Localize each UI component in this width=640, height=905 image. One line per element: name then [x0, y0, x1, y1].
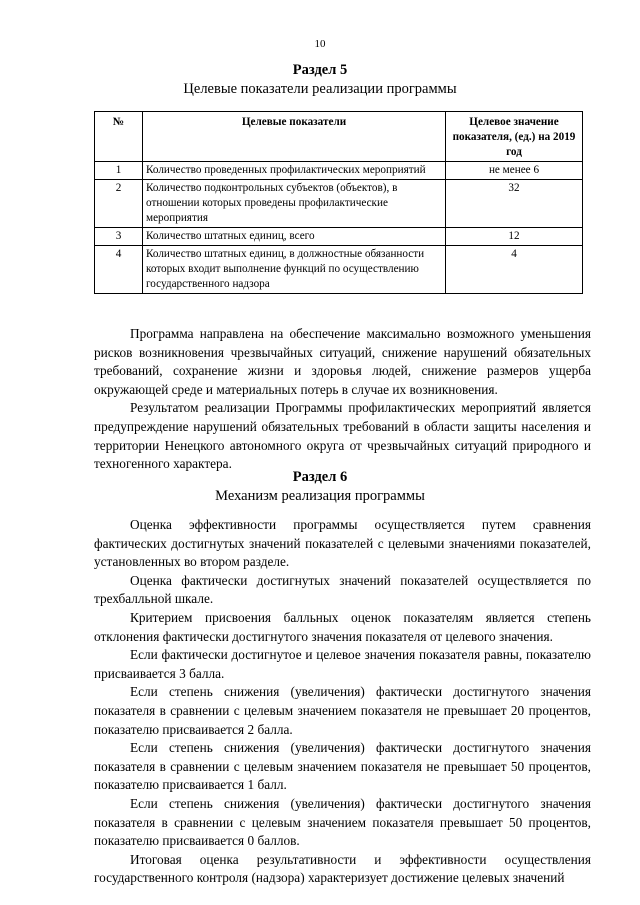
table-row: [95, 162, 583, 180]
page-number: 10: [314, 38, 326, 50]
header-target-value: Целевое значение показателя, (ед.) на 2019 год: [446, 112, 583, 162]
section-5-text: [94, 325, 591, 474]
section-6-subtitle: Механизм реализация программы: [215, 488, 425, 504]
paragraph: Программа направлена на обеспечение максимально возможного уменьшения рисков возникновения чрезвычайных ситуаций, снижение нарушений обязательных требований, сохранение жизни и здоровья людей, снижение размеров ущерба окружающей среде и материальных потерь в случае их возникновения.: [94, 326, 591, 397]
row-value: не менее 6: [446, 162, 583, 180]
section-5-subtitle: Целевые показатели реализации программы: [183, 81, 457, 97]
section-6-heading: Раздел 6: [292, 469, 348, 485]
paragraph: Если фактически достигнутое и целевое значения показателя равны, показателю присваивается 3 балла.: [94, 647, 591, 681]
row-indicator: Количество штатных единиц, всего: [143, 228, 446, 246]
row-indicator: Количество проведенных профилактических мероприятий: [143, 162, 446, 180]
paragraph: Критерием присвоения балльных оценок показателям является степень отклонения фактически достигнутого значения показателя от целевого значения.: [94, 609, 591, 644]
row-number: 4: [95, 246, 143, 294]
section-6-text: [94, 516, 591, 888]
row-indicator: Количество штатных единиц, в должностные обязанности которых входит выполнение функций по осуществлению государственного надзора: [143, 246, 446, 294]
row-indicator: Количество подконтрольных субъектов (объектов), в отношении которых проведены профилактические мероприятия: [143, 180, 446, 228]
row-value: 12: [446, 228, 583, 246]
table-row: [95, 246, 583, 294]
header-number: №: [95, 112, 143, 162]
table-header-row: [95, 112, 583, 162]
paragraph: Если степень снижения (увеличения) фактически достигнутого значения показателя в сравнении с целевым значением показателя не превышает 50 процентов, показателю присваивается 1 балл.: [94, 740, 591, 793]
indicators-table: [94, 111, 583, 294]
row-number: 1: [95, 162, 143, 180]
table-row: [95, 228, 583, 246]
section-5-heading: Раздел 5: [292, 62, 348, 78]
paragraph: Оценка фактически достигнутых значений показателей осуществляется по трехбалльной шкале.: [94, 572, 591, 607]
paragraph: Если степень снижения (увеличения) фактически достигнутого значения показателя в сравнении с целевым значением показателя превышает 50 процентов, показателю присваивается 0 баллов.: [94, 795, 591, 849]
row-number: 2: [95, 180, 143, 228]
row-value: 32: [446, 180, 583, 228]
row-value: 4: [446, 246, 583, 294]
table-row: [95, 180, 583, 228]
row-number: 3: [95, 228, 143, 246]
paragraph: Итоговая оценка результативности и эффективности осуществления государственного контроля (надзора) характеризует достижение целевых значений: [94, 851, 591, 886]
paragraph: Оценка эффективности программы осуществляется путем сравнения фактических достигнутых значений показателей с целевыми значениями показателей, установленных во втором разделе.: [94, 517, 591, 570]
header-indicator: Целевые показатели: [143, 112, 446, 162]
paragraph: Если степень снижения (увеличения) фактически достигнутого значения показателя в сравнении с целевым значением показателя не превышает 20 процентов, показателю присваивается 2 балла.: [94, 684, 591, 737]
paragraph: Результатом реализации Программы профилактических мероприятий является предупреждение нарушений обязательных требований в области защиты населения и территории Ненецкого автономного округа от чрезвычайных ситуаций природного и техногенного характера.: [94, 400, 591, 472]
